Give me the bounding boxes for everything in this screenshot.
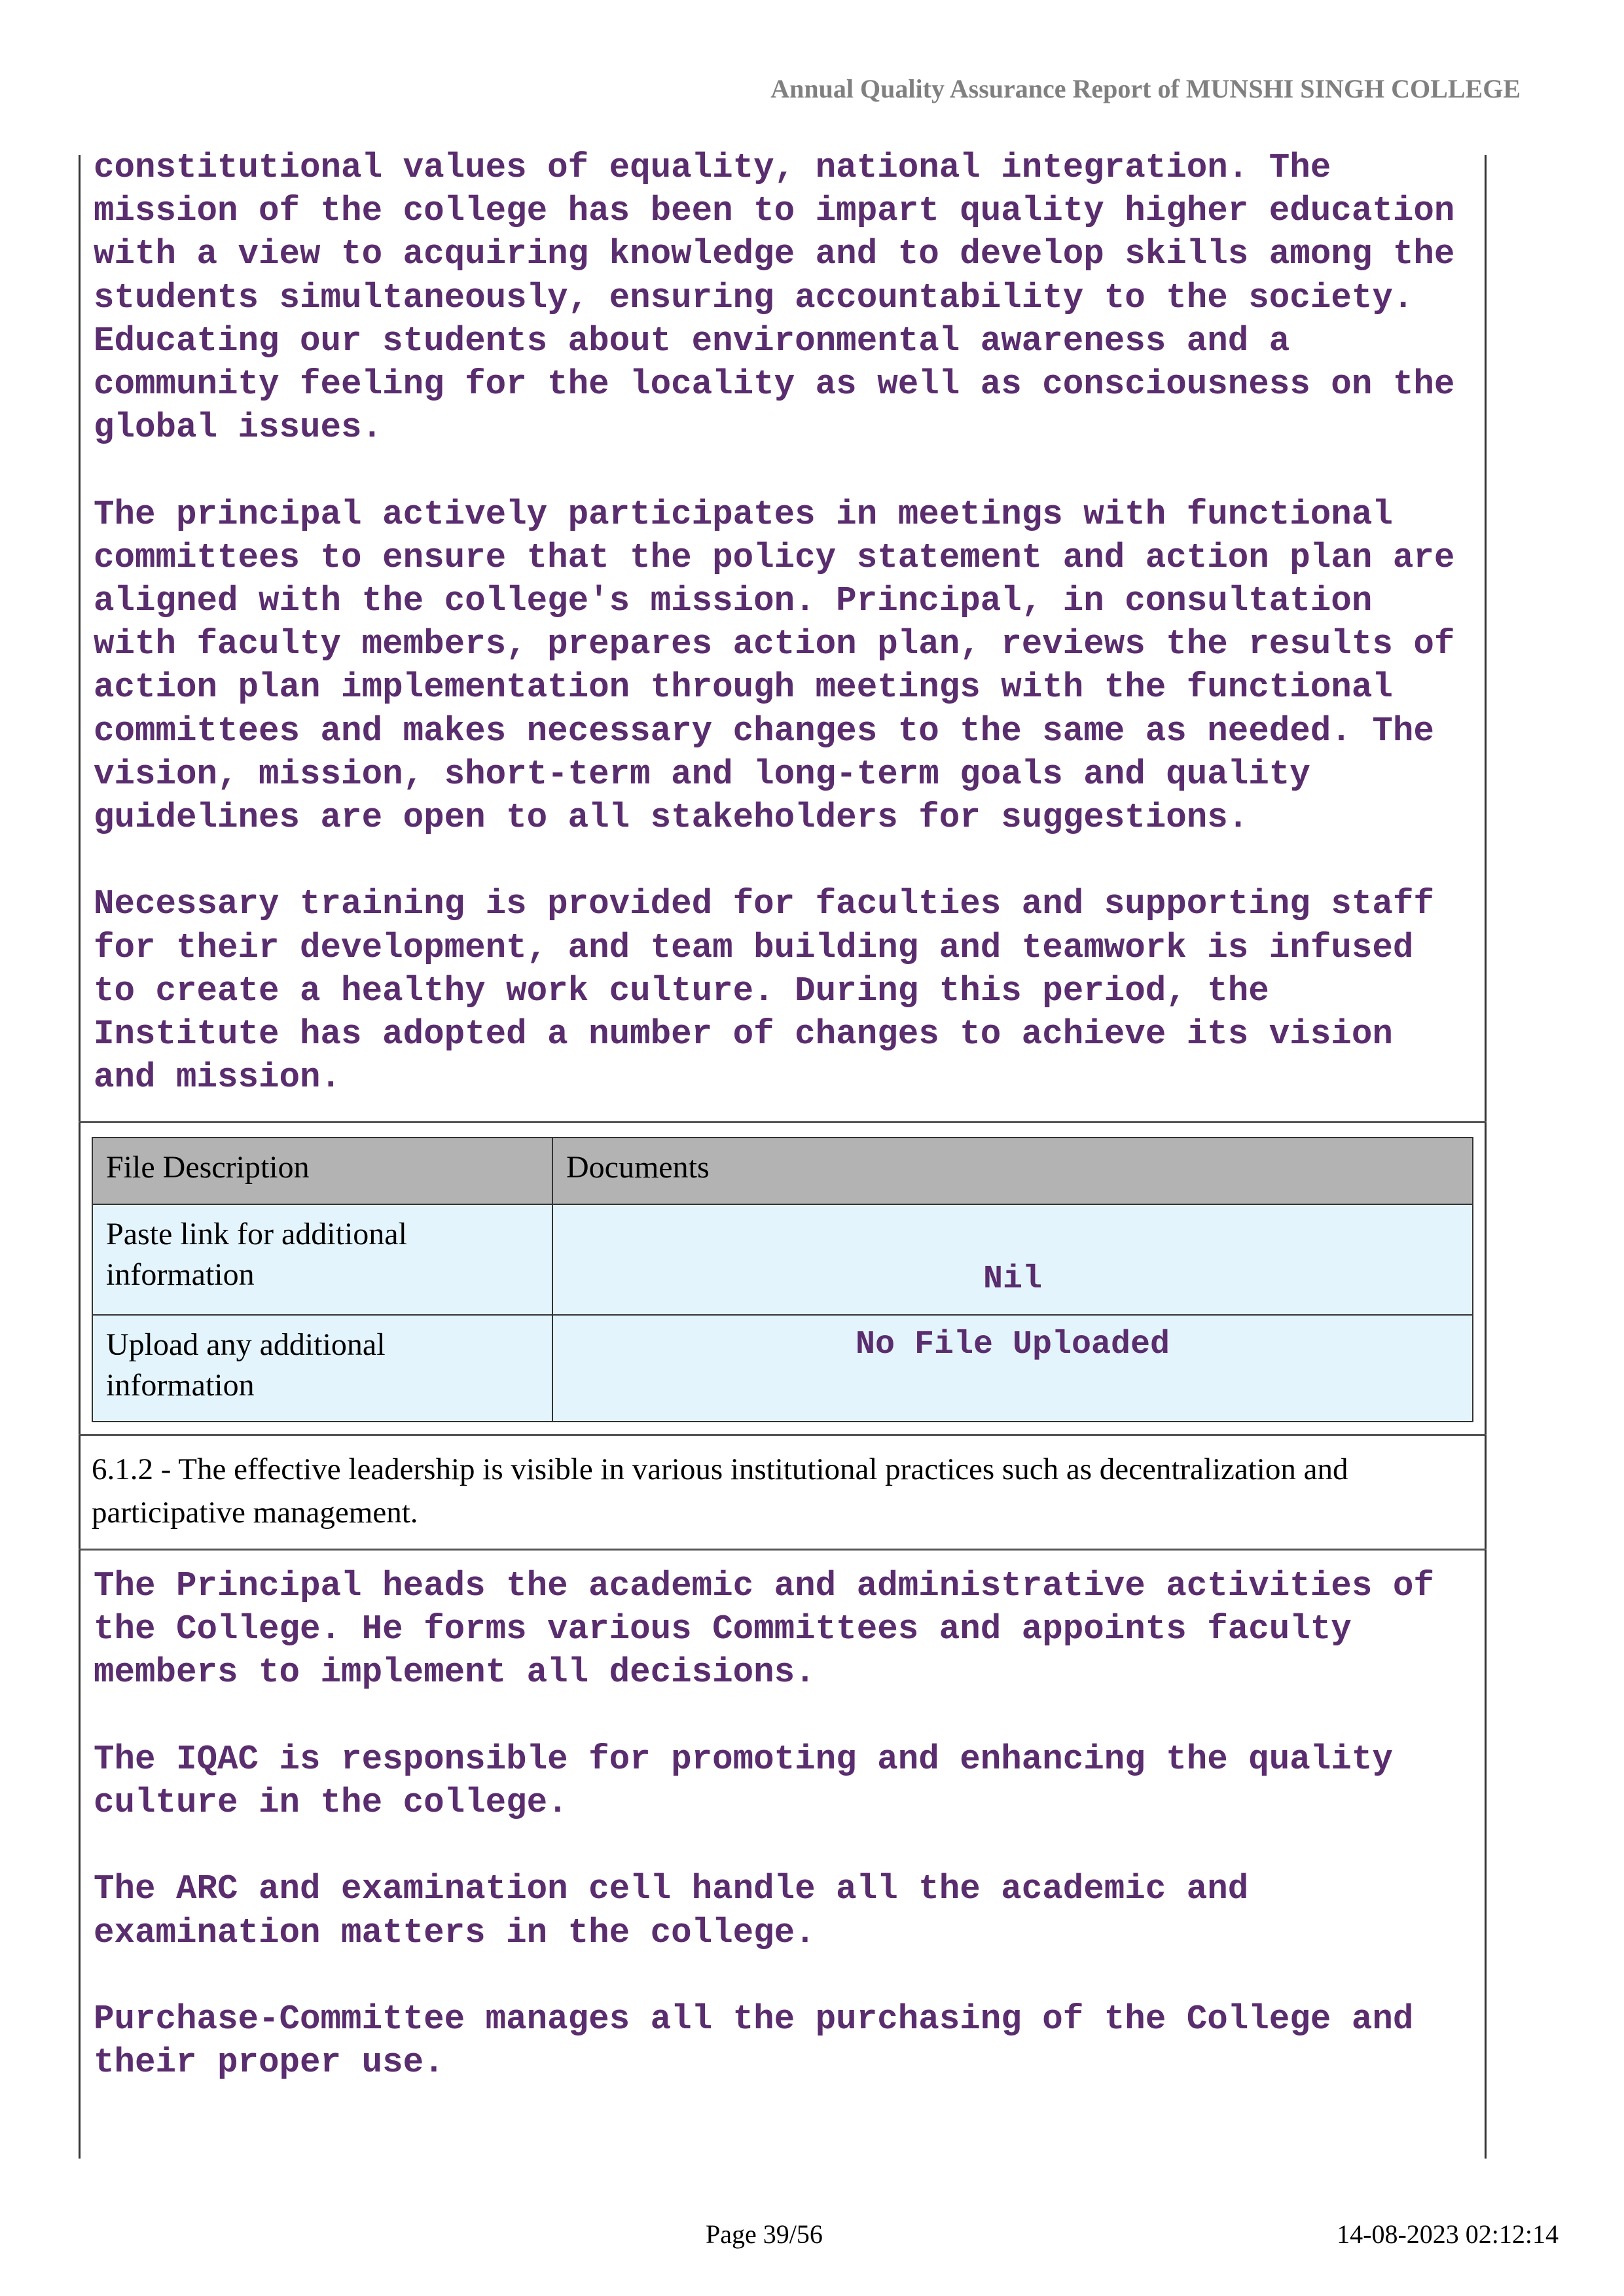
text-line: and mission. [94,1058,342,1098]
text-line: committees to ensure that the policy statement and action plan are [94,537,1455,577]
text-line: students simultaneously, ensuring accountability to the society. [94,278,1414,317]
text-line: with a view to acquiring knowledge and to develop skills among the [94,234,1455,274]
text-line: Institute has adopted a number of changes to achieve its vision [94,1014,1393,1054]
text-line: members to implement all decisions. [94,1653,816,1693]
text-line: constitutional values of equality, national integration. The [94,148,1331,187]
text-line: vision, mission, short-term and long-term goals and quality [94,754,1310,794]
text-line: The Principal heads the academic and administrative activities of [94,1566,1434,1605]
text-line: examination matters in the college. [94,1912,816,1952]
document-link[interactable]: Nil [552,1204,1473,1315]
text-line: culture in the college. [94,1783,568,1822]
table-header-row [92,1138,1473,1204]
paragraph [94,1564,1434,1695]
paragraph [94,1867,1434,1954]
table-row [92,1204,1473,1315]
question-6-1-2: 6.1.2 - The effective leadership is visible in various institutional practices such as decentralization and participative management. [92,1452,1348,1530]
answer-text [94,1564,1434,2084]
report-header: Annual Quality Assurance Report of MUNSHI SINGH COLLEGE [770,74,1521,103]
document-status: No File Uploaded [552,1315,1473,1422]
text-line: Purchase-Committee manages all the purchasing of the College and [94,1999,1414,2039]
text-line: for their development, and team building and teamwork is infused [94,927,1414,967]
text-line: to create a healthy work culture. During this period, the [94,971,1269,1011]
text-line: Necessary training is provided for faculties and supporting staff [94,884,1434,924]
file-description-cell: Upload any additional information [92,1315,552,1422]
answer-block-6-1-1 [79,148,1487,1122]
answer-text [94,146,1454,1099]
table-row [92,1315,1473,1422]
page-number: Page 39/56 [706,2219,823,2249]
file-description-cell: Paste link for additional information [92,1204,552,1315]
answer-block-6-1-2 [79,1550,1487,2159]
paragraph [94,146,1454,449]
paragraph [94,882,1454,1099]
text-line: The principal actively participates in meetings with functional [94,494,1393,534]
text-line: The IQAC is responsible for promoting and enhancing the quality [94,1739,1393,1779]
paragraph [94,1738,1434,1824]
text-line: aligned with the college's mission. Principal, in consultation [94,581,1373,621]
text-line: committees and makes necessary changes to the same as needed. The [94,711,1434,751]
paragraph [94,493,1454,840]
column-header-documents: Documents [552,1138,1473,1204]
text-line: action plan implementation through meetings with the functional [94,668,1393,708]
text-line: mission of the college has been to impart quality higher education [94,191,1455,231]
text-line: the College. He forms various Committees and appoints faculty [94,1609,1352,1649]
text-line: their proper use. [94,2043,444,2083]
file-table [92,1137,1473,1422]
text-line: Educating our students about environmental awareness and a [94,321,1290,361]
text-line: The ARC and examination cell handle all the academic and [94,1869,1249,1909]
paragraph [94,1998,1434,2084]
text-line: with faculty members, prepares action plan, reviews the results of [94,624,1455,664]
text-line: community feeling for the locality as well as consciousness on the [94,365,1455,404]
text-line: guidelines are open to all stakeholders for suggestions. [94,798,1249,838]
timestamp: 14-08-2023 02:12:14 [1337,2219,1559,2249]
text-line: global issues. [94,408,383,448]
column-header-file-description: File Description [92,1138,552,1204]
